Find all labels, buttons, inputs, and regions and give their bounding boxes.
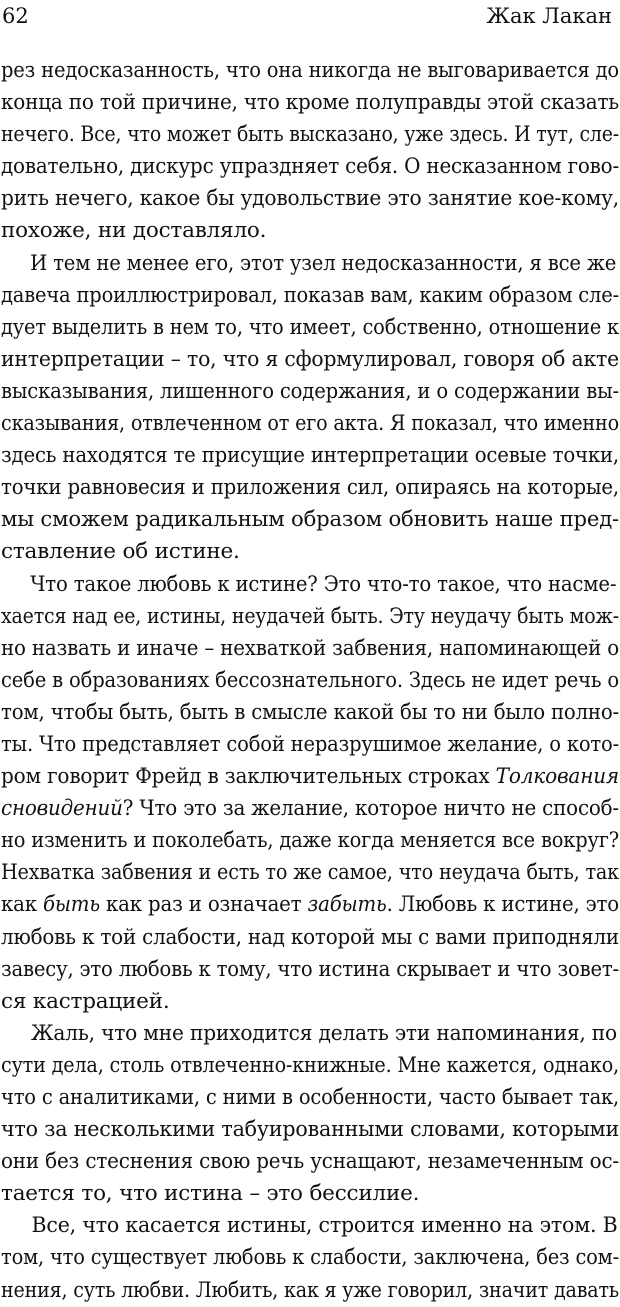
text-line: Нехватка забвения и есть то же самое, что неудача быть, так <box>1 860 619 886</box>
text-line: том, чтобы быть, быть в смысле какой бы то ни было полно- <box>1 699 620 725</box>
text-line: себе в образованиях бессознательного. Здесь не идет речь о <box>1 667 620 693</box>
text-line: интерпретации – то, что я сформулировал, говоря об акте <box>1 346 620 372</box>
italic-text: забыть <box>307 892 387 918</box>
text-line: рить нечего, какое бы удовольствие это занятие кое-кому, <box>1 186 620 212</box>
text-line: Жаль, что мне приходится делать эти напоминания, по <box>30 1020 617 1046</box>
text-line: давеча проиллюстрировал, показав вам, каким образом сле- <box>1 282 619 308</box>
text-line: нения, суть любви. Любить, как я уже говорил, значит давать <box>1 1277 620 1303</box>
text-line <box>1 889 619 921</box>
text-line <box>1 761 620 793</box>
text-line: нечего. Все, что может быть высказано, уже здесь. И тут, сле- <box>1 122 619 148</box>
text-line: ставление об истине. <box>1 539 240 565</box>
text-span: ром говорит Фрейд в заключительных строках <box>1 764 496 790</box>
text-span: ? Что это за желание, которое ничто не способ- <box>122 796 619 822</box>
text-line: тается то, что истина – это бессилие. <box>1 1181 420 1207</box>
text-span: . Любовь к истине, это <box>386 892 619 918</box>
text-span: как <box>1 892 44 918</box>
text-line: рез недосказанность, что она никогда не выговаривается до <box>1 58 619 83</box>
body-text <box>1 55 619 1307</box>
italic-text: сновидений <box>1 796 123 822</box>
text-line: сути дела, столь отвлеченно-книжные. Мне кажется, однако, <box>1 1052 620 1078</box>
text-line: Что такое любовь к истине? Это что-то такое, что насме- <box>30 571 617 597</box>
text-line: похоже, ни доставляло. <box>1 218 267 244</box>
page-number: 62 <box>2 4 29 28</box>
text-line: хается над ее, истины, неудачей быть. Эту неудачу быть мож- <box>1 603 620 629</box>
page-header <box>0 0 620 42</box>
text-line <box>1 793 619 825</box>
text-line: сказывания, отвлеченном от его акта. Я показал, что именно <box>1 411 619 437</box>
text-line: что за несколькими табуированными словами, которыми <box>1 1117 620 1143</box>
text-line: том, что существует любовь к слабости, заключена, без сом- <box>1 1245 619 1271</box>
text-line: что с аналитиками, с ними в особенности, часто бывает так, <box>1 1085 620 1110</box>
text-line: ты. Что представляет собой неразрушимое желание, о кото- <box>1 731 620 757</box>
text-line: Все, что касается истины, строится именно на этом. В <box>31 1213 618 1239</box>
text-line: мы сможем радикальным образом обновить наше пред- <box>1 507 619 533</box>
text-line: здесь находятся те присущие интерпретации осевые точки, <box>1 443 619 469</box>
italic-text: быть <box>43 892 100 918</box>
text-line: но назвать и иначе – нехваткой забвения, напоминающей о <box>1 635 620 661</box>
text-line: высказывания, лишенного содержания, и о содержании вы- <box>1 378 619 404</box>
running-head: Жак Лакан <box>486 4 612 28</box>
text-line: И тем не менее его, этот узел недосказанности, я все же <box>30 250 617 276</box>
text-line: но изменить и поколебать, даже когда меняется все вокруг? <box>1 828 620 854</box>
italic-text: Толкования <box>495 764 620 790</box>
text-line: довательно, дискурс упраздняет себя. О несказанном гово- <box>1 154 619 180</box>
text-line: любовь к той слабости, над которой мы с вами приподняли <box>1 924 619 950</box>
text-line: дует выделить в нем то, что имеет, собственно, отношение к <box>1 314 620 340</box>
text-line: точки равновесия и приложения сил, опираясь на которые, <box>1 475 619 501</box>
text-line: конца по той причине, что кроме полуправды этой сказать <box>1 90 619 116</box>
text-line: они без стеснения свою речь уснащают, незамеченным ос- <box>1 1149 619 1175</box>
text-line: ся кастрацией. <box>1 988 170 1014</box>
text-line: завесу, это любовь к тому, что истина скрывает и что зовет- <box>1 956 619 982</box>
text-span: как раз и означает <box>99 892 308 918</box>
